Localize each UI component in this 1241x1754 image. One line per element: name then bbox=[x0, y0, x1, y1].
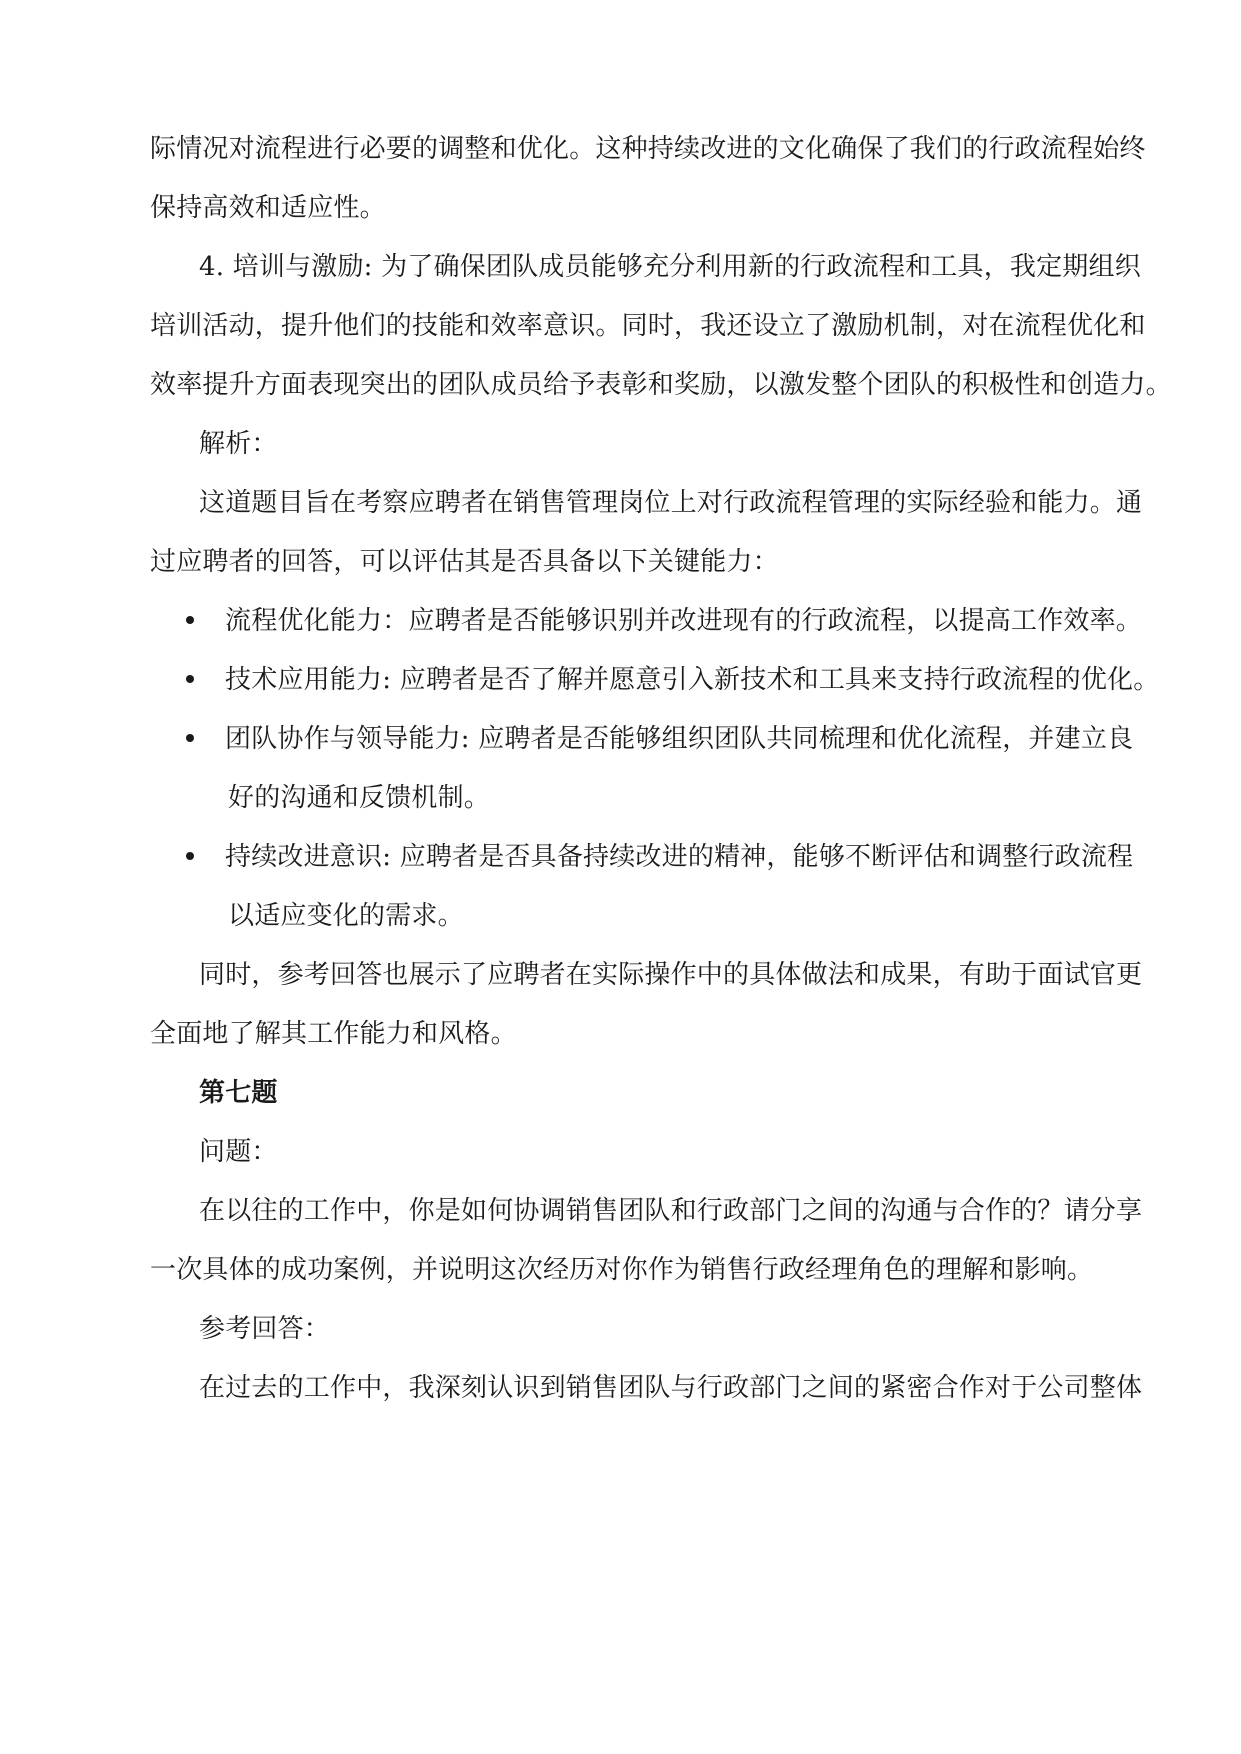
question-line: 一次具体的成功案例，并说明这次经历对你作为销售行政经理角色的理解和影响。 bbox=[150, 1255, 1094, 1285]
summary-line: 全面地了解其工作能力和风格。 bbox=[150, 1019, 517, 1049]
numbered-item-line: 4. 培训与激励: 为了确保团队成员能够充分利用新的行政流程和工具，我定期组织 bbox=[199, 252, 1141, 282]
bullet-item-continuation: 以适应变化的需求。 bbox=[228, 901, 464, 931]
numbered-item-line: 效率提升方面表现突出的团队成员给予表彰和奖励，以激发整个团队的积极性和创造力。 bbox=[150, 370, 1172, 400]
analysis-line: 过应聘者的回答，可以评估其是否具备以下关键能力： bbox=[150, 547, 779, 577]
question-line: 在以往的工作中，你是如何协调销售团队和行政部门之间的沟通与合作的？请分享 bbox=[199, 1196, 1143, 1226]
analysis-label: 解析： bbox=[199, 429, 278, 459]
summary-line: 同时，参考回答也展示了应聘者在实际操作中的具体做法和成果，有助于面试官更 bbox=[199, 960, 1143, 990]
bullet-icon bbox=[186, 734, 194, 742]
bullet-item: 团队协作与领导能力: 应聘者是否能够组织团队共同梳理和优化流程，并建立良 bbox=[225, 724, 1134, 754]
bullet-item-continuation: 好的沟通和反馈机制。 bbox=[228, 783, 491, 813]
question-label: 问题： bbox=[199, 1137, 278, 1167]
bullet-icon bbox=[186, 675, 194, 683]
paragraph-line: 保持高效和适应性。 bbox=[150, 193, 386, 223]
bullet-icon bbox=[186, 616, 194, 624]
paragraph-line: 际情况对流程进行必要的调整和优化。这种持续改进的文化确保了我们的行政流程始终 bbox=[150, 134, 1146, 164]
bullet-item: 技术应用能力: 应聘者是否了解并愿意引入新技术和工具来支持行政流程的优化。 bbox=[225, 665, 1160, 695]
bullet-icon bbox=[186, 852, 194, 860]
answer-label: 参考回答： bbox=[199, 1314, 331, 1344]
analysis-line: 这道题目旨在考察应聘者在销售管理岗位上对行政流程管理的实际经验和能力。通 bbox=[199, 488, 1143, 518]
bullet-item: 持续改进意识: 应聘者是否具备持续改进的精神，能够不断评估和调整行政流程 bbox=[225, 842, 1134, 872]
bullet-item: 流程优化能力：应聘者是否能够识别并改进现有的行政流程，以提高工作效率。 bbox=[225, 606, 1143, 636]
section-title: 第七题 bbox=[199, 1078, 278, 1108]
answer-line: 在过去的工作中，我深刻认识到销售团队与行政部门之间的紧密合作对于公司整体 bbox=[199, 1373, 1143, 1403]
numbered-item-line: 培训活动，提升他们的技能和效率意识。同时，我还设立了激励机制，对在流程优化和 bbox=[150, 311, 1146, 341]
